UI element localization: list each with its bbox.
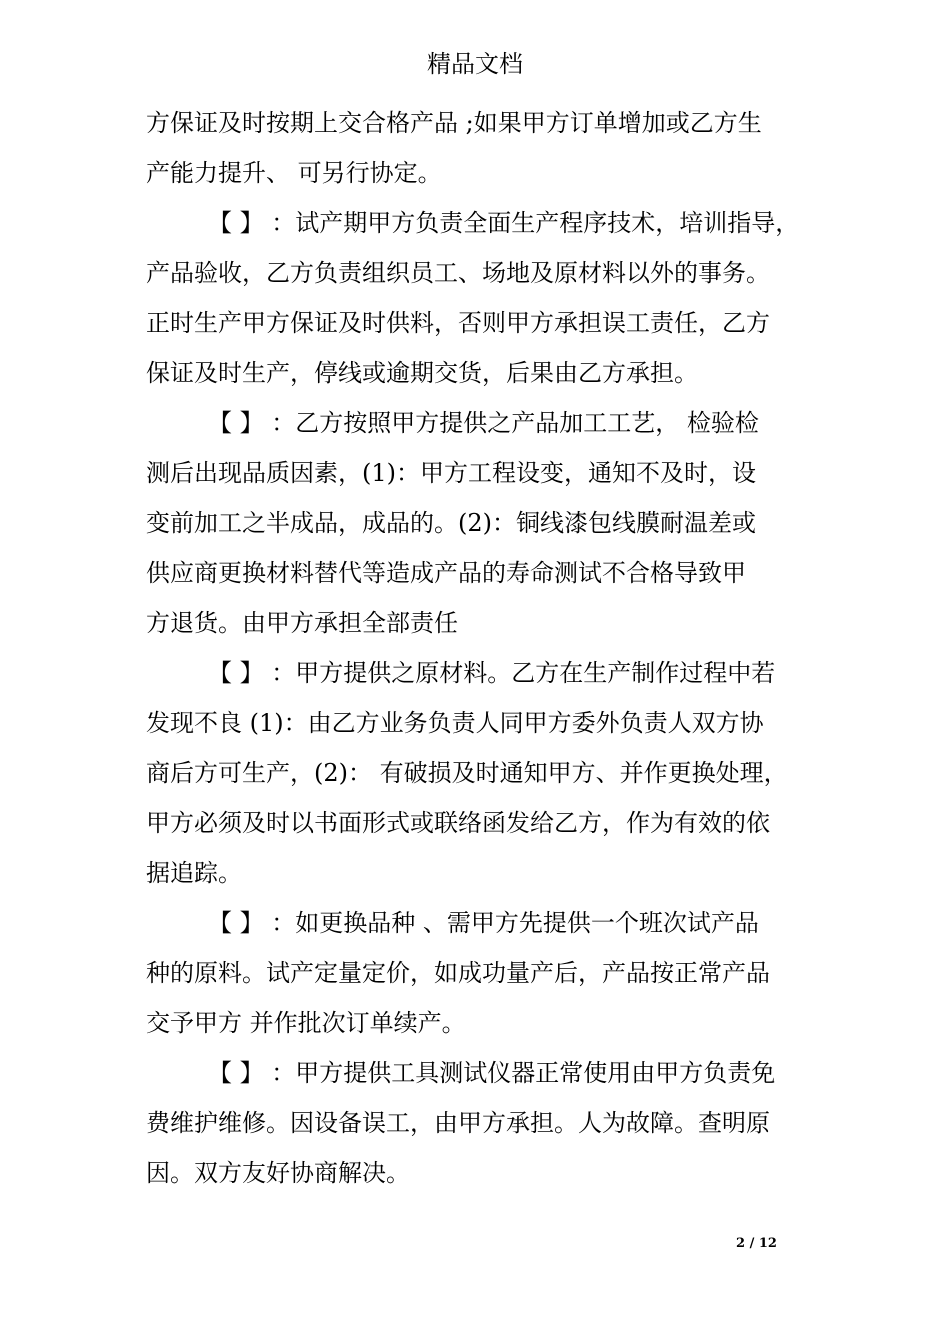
text-line: 正时生产甲方保证及时供料，否则甲方承担误工责任，乙方 — [146, 309, 770, 337]
text-line: 种的原料。试产定量定价，如成功量产后，产品按正常产品 — [146, 959, 770, 987]
text-line: 因。双方友好协商解决。 — [146, 1159, 410, 1187]
text-line: 产能力提升、 可另行协定。 — [146, 159, 442, 187]
paragraph-3 — [146, 398, 810, 648]
text-line: 【 】 ：甲方提供之原材料。乙方在生产制作过程中若 — [208, 659, 776, 687]
paragraph-1 — [146, 98, 810, 198]
text-line: 供应商更换材料替代等造成产品的寿命测试不合格导致甲 — [146, 559, 746, 587]
text-line: 测后出现品质因素，(1)：甲方工程设变，通知不及时，设 — [146, 459, 756, 487]
text-line: 方保证及时按期上交合格产品 ;如果甲方订单增加或乙方生 — [146, 109, 762, 137]
page-number: 2 / 12 — [736, 1236, 777, 1251]
paragraph-5 — [146, 898, 810, 1048]
paragraph-2 — [146, 198, 810, 398]
text-line: 【 】 ：试产期甲方负责全面生产程序技术，培训指导， — [208, 209, 800, 237]
text-line: 【 】 ：甲方提供工具测试仪器正常使用由甲方负责免 — [208, 1059, 776, 1087]
text-line: 发现不良 (1)：由乙方业务负责人同甲方委外负责人双方协 — [146, 709, 764, 737]
text-line: 商后方可生产，(2)： 有破损及时通知甲方、并作更换处理， — [146, 759, 788, 787]
text-line: 交予甲方 并作批次订单续产。 — [146, 1009, 466, 1037]
document-body — [146, 98, 810, 1198]
text-line: 产品验收，乙方负责组织员工、场地及原材料以外的事务。 — [146, 259, 770, 287]
text-line: 甲方必须及时以书面形式或联络函发给乙方，作为有效的依 — [146, 809, 770, 837]
text-line: 方退货。由甲方承担全部责任 — [146, 609, 458, 637]
text-line: 保证及时生产，停线或逾期交货，后果由乙方承担。 — [146, 359, 698, 387]
text-line: 费维护维修。因设备误工，由甲方承担。人为故障。查明原 — [146, 1109, 770, 1137]
text-line: 变前加工之半成品，成品的。(2)：铜线漆包线膜耐温差或 — [146, 509, 756, 537]
text-line: 【 】 ：如更换品种 、需甲方先提供一个班次试产品 — [208, 909, 759, 937]
text-line: 【 】 ：乙方按照甲方提供之产品加工工艺， 检验检 — [208, 409, 759, 437]
paragraph-6 — [146, 1048, 810, 1198]
text-line: 据追踪。 — [146, 859, 242, 887]
paragraph-4 — [146, 648, 810, 898]
page-header-title: 精品文档 — [427, 50, 523, 78]
